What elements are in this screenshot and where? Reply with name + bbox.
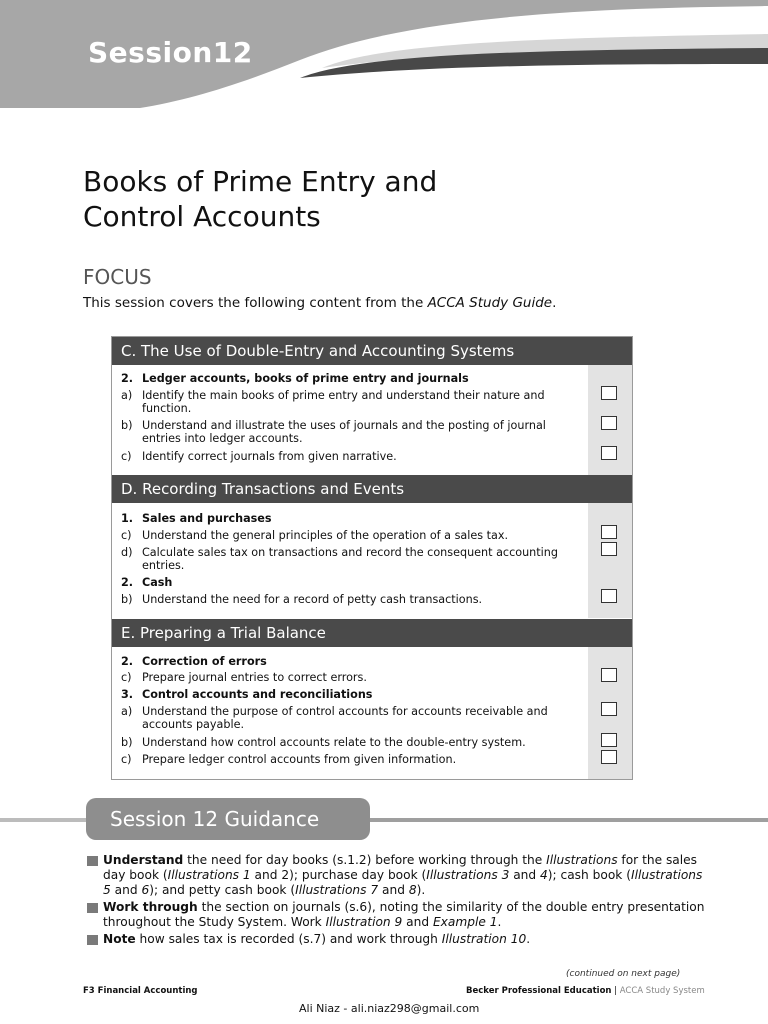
- bullet-square-icon: [87, 935, 98, 945]
- page-title: [83, 164, 437, 234]
- bullet-square-icon: [87, 903, 98, 913]
- footer-credit: Ali Niaz - ali.niaz298@gmail.com: [299, 1002, 480, 1015]
- checkbox-e-c1[interactable]: [601, 668, 617, 682]
- guidance-item: Note how sales tax is recorded (s.7) and work through Illustration 10.: [87, 932, 705, 947]
- guidance-heading: Session 12 Guidance: [86, 798, 370, 840]
- section-heading-d: D. Recording Transactions and Events: [112, 475, 632, 503]
- focus-heading: FOCUS: [83, 265, 152, 289]
- study-guide-box: C. The Use of Double-Entry and Accounting Systems 2. Ledger accounts, books of prime entry and journals a) Identify the main books of prime entry and understand their nature and function. b) Understand and illustrate the uses of journals and the posting of journal entries into ledger accounts. c) Identify correct journals from given narrative. D. Recording Transactions and Events 1. Sales and purchases c) Understand the general principles of the operation of a sales tax. d) Calculate sales tax on transactions and record the consequent accounting entries. 2. Cash b) Understand the need for a record of petty cash transactions. E. Preparing a Trial Balance 2. Correction of errors c) Prepare journal entries to correct errors. 3. Control accounts and reconciliations a) Understand the purpose of control accounts for accounts receivable and accounts payable. b) Understand how control accounts relate to the double-entry system. c) Prepare ledger control accounts from given information.: [111, 336, 633, 780]
- checkbox-d-c[interactable]: [601, 525, 617, 539]
- title-line-1: Books of Prime Entry and: [83, 165, 438, 198]
- checkbox-d-b[interactable]: [601, 589, 617, 603]
- checkbox-c-c[interactable]: [601, 446, 617, 460]
- focus-intro: [83, 295, 556, 311]
- checkbox-c-a[interactable]: [601, 386, 617, 400]
- intro-period: .: [552, 295, 557, 311]
- guidance-item: Understand the need for day books (s.1.2) before working through the Illustrations for the sales day book (Illustrations 1 and 2); purchase day book (Illustrations 3 and 4); cash book (Illustrations 5 and 6); and petty cash book (Illustrations 7 and 8).: [87, 853, 705, 898]
- continued-note: (continued on next page): [566, 969, 681, 979]
- session-header: [0, 0, 768, 110]
- section-heading-e: E. Preparing a Trial Balance: [112, 619, 632, 647]
- guidance-item: Work through the section on journals (s.6), noting the similarity of the double entry presentation throughout the Study System. Work Illustration 9 and Example 1.: [87, 900, 705, 930]
- checkbox-e-a[interactable]: [601, 702, 617, 716]
- footer-course: F3 Financial Accounting: [83, 986, 198, 996]
- section-heading-c: C. The Use of Double-Entry and Accounting Systems: [112, 337, 632, 365]
- intro-text: This session covers the following content from the: [83, 295, 428, 311]
- guidance-rule-dark: [370, 818, 768, 822]
- checkbox-c-b[interactable]: [601, 416, 617, 430]
- checkbox-d-d[interactable]: [601, 542, 617, 556]
- title-line-2: Control Accounts: [83, 200, 321, 233]
- footer-publisher: Becker Professional Education | ACCA Study System: [466, 986, 705, 996]
- bullet-square-icon: [87, 856, 98, 866]
- guidance-list: [87, 853, 705, 949]
- checkbox-e-c2[interactable]: [601, 750, 617, 764]
- checkbox-e-b[interactable]: [601, 733, 617, 747]
- session-number: Session12: [88, 36, 253, 69]
- intro-guide-name: ACCA Study Guide: [427, 295, 553, 311]
